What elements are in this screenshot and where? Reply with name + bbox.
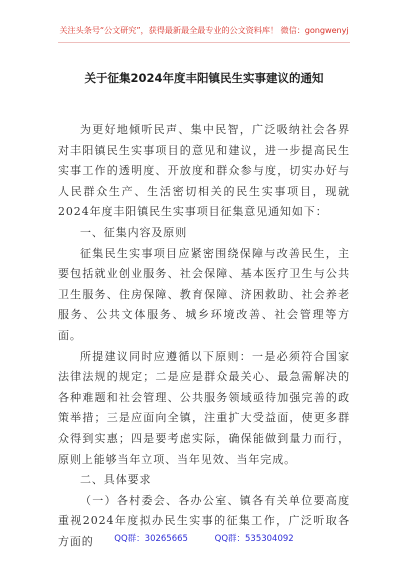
header-banner: 关注头条号“公文研究”，获得最新最全最专业的公文资料库！ 微信：gongwenyj	[59, 25, 349, 35]
document-title: 关于征集2024年度丰阳镇民生实事建议的通知	[84, 71, 324, 85]
section-heading-2: 二、具体要求	[80, 473, 152, 487]
header-divider	[58, 42, 350, 43]
section-heading-1: 一、征集内容及原则	[80, 225, 188, 239]
footer-qq-group-2: QQ群：535304092	[214, 534, 294, 544]
paragraph-content-scope: 征集民生实事项目应紧密围绕保障与改善民生，主要包括就业创业服务、社会保障、基本医疗卫生与公共卫生服务、住房保障、教育保障、济困救助、社会养老服务、公共文体服务、城乡环境改善、社会管理等方面。	[58, 246, 350, 342]
footer-qq-group-1: QQ群：30265665	[114, 534, 188, 544]
paragraph-requirement-1: （一）各村委会、各办公室、镇各有关单位要高度重视2024年度拟办民生实事的征集工作，广泛听取各方面的	[58, 493, 350, 548]
document-body	[58, 120, 350, 552]
paragraph-principles: 所提建议同时应遵循以下原则：一是必须符合国家法律法规的规定；二是应是群众最关心、最急需解决的各种难题和社会管理、公共服务领域亟待加强完善的政策举措；三是应面向全镇，注重扩大受益面，使更多群众得到实惠；四是要考虑实际，确保能做到量力而行，原则上能够当年立项、当年见效、当年完成。	[58, 349, 350, 466]
paragraph-intro: 为更好地倾听民声、集中民智，广泛吸纳社会各界对丰阳镇民生实事项目的意见和建议，进一步提高民生实事工作的透明度、开放度和群众参与度，切实办好与人民群众生产、生活密切相关的民生实事项目，现就2024年度丰阳镇民生实事项目征集意见通知如下：	[58, 123, 350, 219]
footer-contact	[0, 533, 408, 545]
